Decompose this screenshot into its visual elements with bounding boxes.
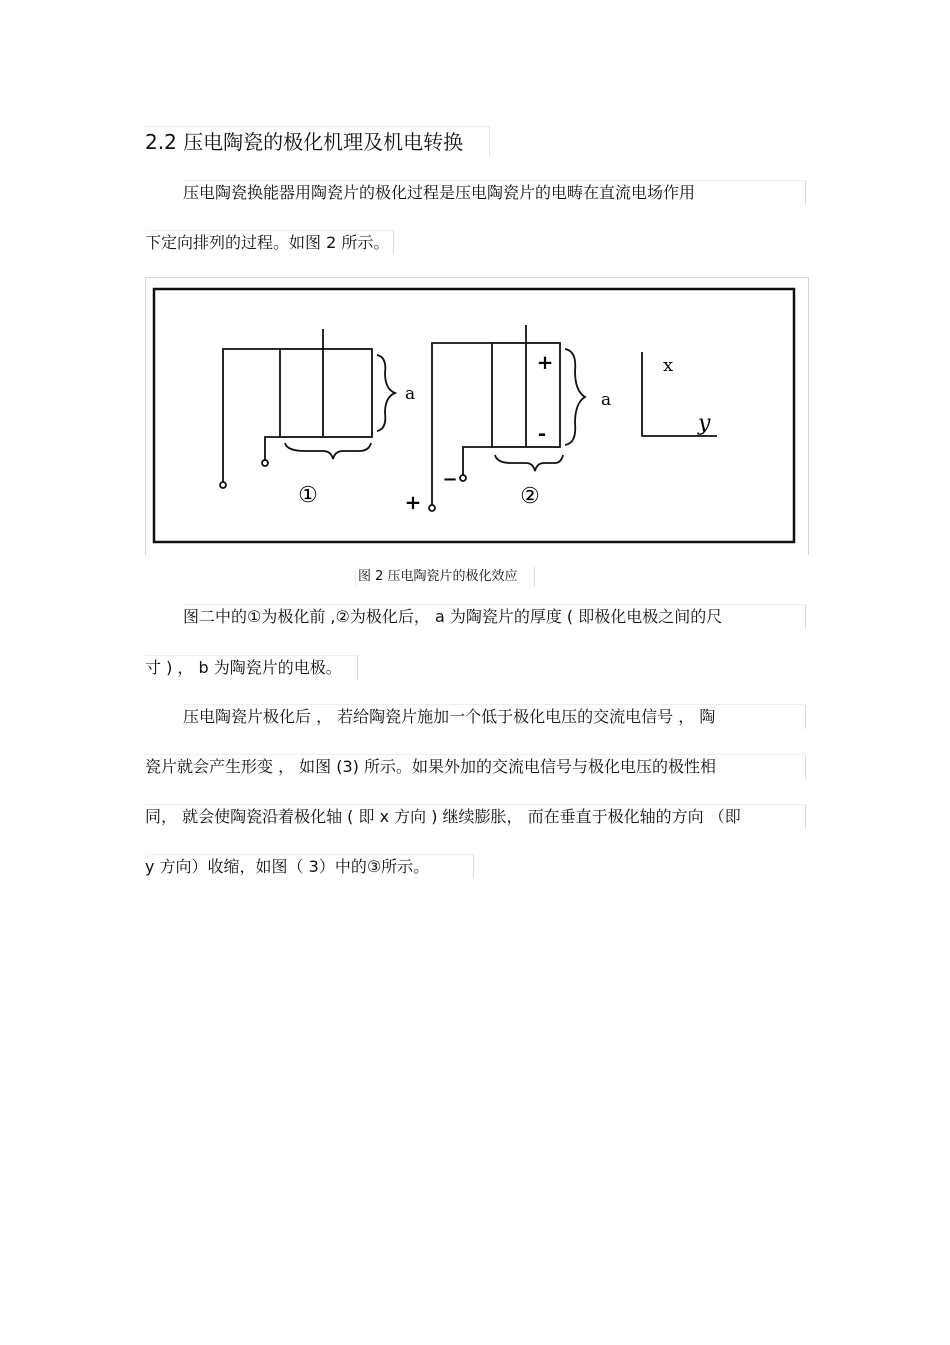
axis-x-label: x bbox=[663, 355, 674, 376]
terminal-minus-sign: − bbox=[442, 469, 458, 490]
paragraph-3-line-2: 瓷片就会产生形变 ， 如图 (3) 所示。如果外加的交流电信号与极化电压的极性相 bbox=[145, 754, 806, 779]
terminal-plus-sign: + bbox=[404, 490, 422, 514]
axis-y-label: y bbox=[698, 411, 711, 436]
paragraph-2-line-2: 寸 ) ， b 为陶瓷片的电极。 bbox=[145, 655, 358, 680]
thickness-label-after: a bbox=[601, 390, 612, 410]
paragraph-3-line-1: 压电陶瓷片极化后 ， 若给陶瓷片施加一个低于极化电压的交流电信号 ， 陶 bbox=[183, 704, 806, 729]
paragraph-3-line-3: 同， 就会使陶瓷沿着极化轴 ( 即 x 方向 ) 继续膨胀， 而在垂直于极化轴的方向 （即 bbox=[145, 804, 806, 829]
paragraph-3-line-4: y 方向）收缩，如图（ 3）中的③所示。 bbox=[145, 854, 474, 879]
paragraph-2-line-1: 图二中的①为极化前 ,②为极化后， a 为陶瓷片的厚度 ( 即极化电极之间的尺 bbox=[183, 604, 806, 629]
thickness-label-before: a bbox=[405, 384, 416, 404]
polarization-diagram bbox=[145, 277, 807, 554]
section-heading: 2.2 压电陶瓷的极化机理及机电转换 bbox=[145, 126, 490, 157]
minus-sign: - bbox=[537, 421, 547, 445]
label-before-polarization: ① bbox=[298, 483, 318, 508]
paragraph-1-line-1: 压电陶瓷换能器用陶瓷片的极化过程是压电陶瓷片的电畴在直流电场作用 bbox=[183, 180, 806, 205]
plus-sign: + bbox=[536, 350, 554, 374]
figure-caption: 图 2 压电陶瓷片的极化效应 bbox=[355, 567, 535, 587]
ceramic-element-before bbox=[220, 329, 395, 488]
paragraph-1-line-2: 下定向排列的过程。如图 2 所示。 bbox=[145, 230, 394, 255]
label-after-polarization: ② bbox=[520, 484, 540, 509]
